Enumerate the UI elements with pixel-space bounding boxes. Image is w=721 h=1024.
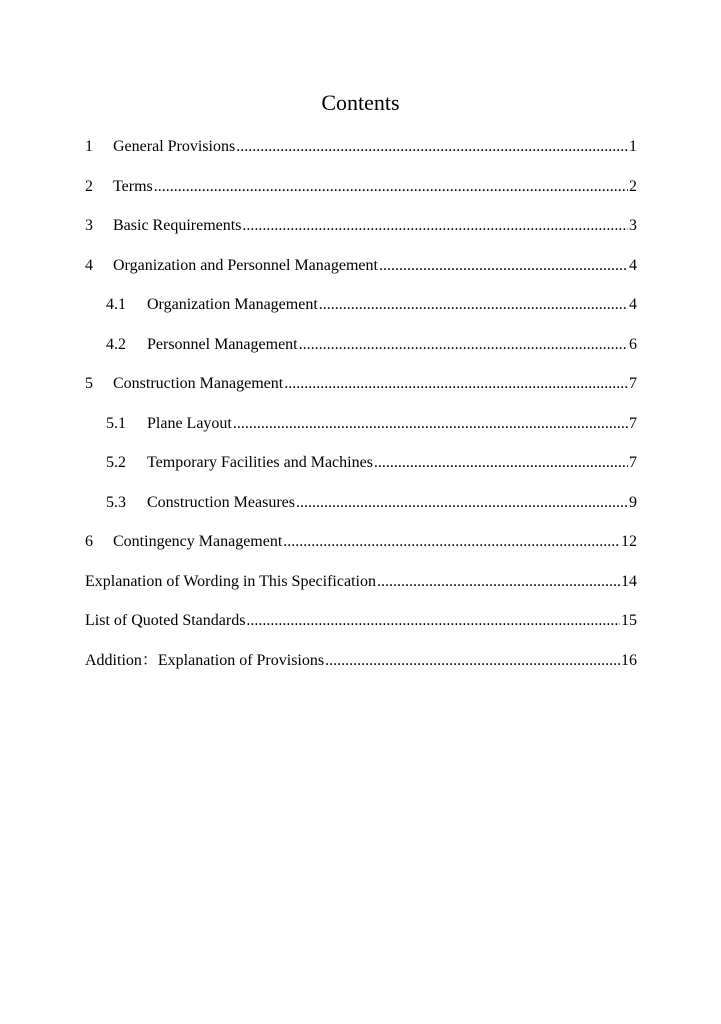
toc-entry-temporary-facilities-machines[interactable] (85, 450, 637, 490)
toc-entry-page-number: 15 (621, 612, 637, 629)
toc-entry-basic-requirements[interactable] (85, 213, 637, 253)
toc-entry-organization-personnel-management[interactable] (85, 253, 637, 293)
dot-leader (246, 608, 620, 634)
toc-entry-terms[interactable] (85, 174, 637, 214)
toc-entry-contingency-management[interactable] (85, 529, 637, 569)
toc-entry-page-number: 9 (629, 493, 637, 511)
toc-entry-label: Addition：Explanation of Provisions (85, 651, 325, 669)
dot-leader (284, 371, 628, 397)
toc-entry-label: Organization Management (147, 296, 318, 313)
dot-leader (242, 213, 628, 239)
toc-entry-number: 6 (85, 533, 93, 550)
dot-leader (374, 450, 628, 476)
dot-leader (379, 253, 628, 279)
toc-entry-page-number: 4 (629, 296, 637, 313)
toc-entry-explanation-of-provisions[interactable] (85, 648, 637, 688)
toc-entry-page-number: 7 (629, 375, 637, 392)
toc-entry-plane-layout[interactable] (85, 411, 637, 451)
toc-entry-label: Construction Management (113, 375, 284, 392)
dot-leader (319, 292, 628, 318)
toc-entry-label: List of Quoted Standards (85, 612, 246, 629)
toc-entry-number: 2 (85, 177, 93, 195)
dot-leader (377, 569, 620, 595)
dot-leader (296, 490, 628, 516)
toc-entry-construction-measures[interactable] (85, 490, 637, 530)
toc-entry-personnel-management[interactable] (85, 332, 637, 372)
toc-entry-page-number: 6 (629, 335, 637, 353)
toc-entry-label: Organization and Personnel Management (113, 256, 378, 274)
dot-leader (236, 134, 628, 160)
toc-entry-list-of-quoted-standards[interactable] (85, 608, 637, 648)
toc-entry-number: 5.3 (106, 493, 126, 511)
toc-entry-number: 1 (85, 138, 93, 155)
toc-entry-number: 5.1 (106, 414, 126, 432)
toc-entry-number: 5.2 (106, 454, 126, 471)
toc-entry-label: Construction Measures (147, 493, 295, 511)
toc-entry-page-number: 3 (629, 217, 637, 234)
page-title: Contents (321, 90, 400, 115)
toc-entry-label: General Provisions (113, 138, 236, 155)
toc-entry-explanation-of-wording[interactable] (85, 569, 637, 609)
toc-entry-label: Plane Layout (147, 414, 232, 432)
toc-entry-general-provisions[interactable] (85, 134, 637, 174)
dot-leader (283, 529, 620, 555)
toc-entry-label: Explanation of Wording in This Specification (85, 572, 376, 590)
table-of-contents (85, 134, 637, 687)
toc-entry-number: 4 (85, 256, 93, 274)
dot-leader (154, 174, 628, 200)
toc-entry-label: Terms (113, 177, 153, 195)
toc-entry-page-number: 1 (629, 138, 637, 155)
toc-entry-page-number: 2 (629, 177, 637, 195)
toc-entry-label: Temporary Facilities and Machines (147, 454, 373, 471)
toc-entry-page-number: 12 (621, 533, 637, 550)
toc-entry-number: 5 (85, 375, 93, 392)
dot-leader (233, 411, 628, 437)
toc-entry-label: Personnel Management (147, 335, 298, 353)
toc-entry-construction-management[interactable] (85, 371, 637, 411)
dot-leader (299, 332, 628, 358)
toc-entry-page-number: 4 (629, 256, 637, 274)
toc-entry-page-number: 14 (621, 572, 637, 590)
toc-entry-label: Contingency Management (113, 533, 283, 550)
toc-entry-page-number: 7 (629, 414, 637, 432)
toc-entry-number: 3 (85, 217, 93, 234)
toc-entry-page-number: 7 (629, 454, 637, 471)
toc-entry-label: Basic Requirements (113, 217, 242, 234)
toc-entry-organization-management[interactable] (85, 292, 637, 332)
toc-entry-page-number: 16 (621, 651, 637, 669)
dot-leader (325, 648, 620, 674)
toc-entry-number: 4.1 (106, 296, 126, 313)
toc-entry-number: 4.2 (106, 335, 126, 353)
